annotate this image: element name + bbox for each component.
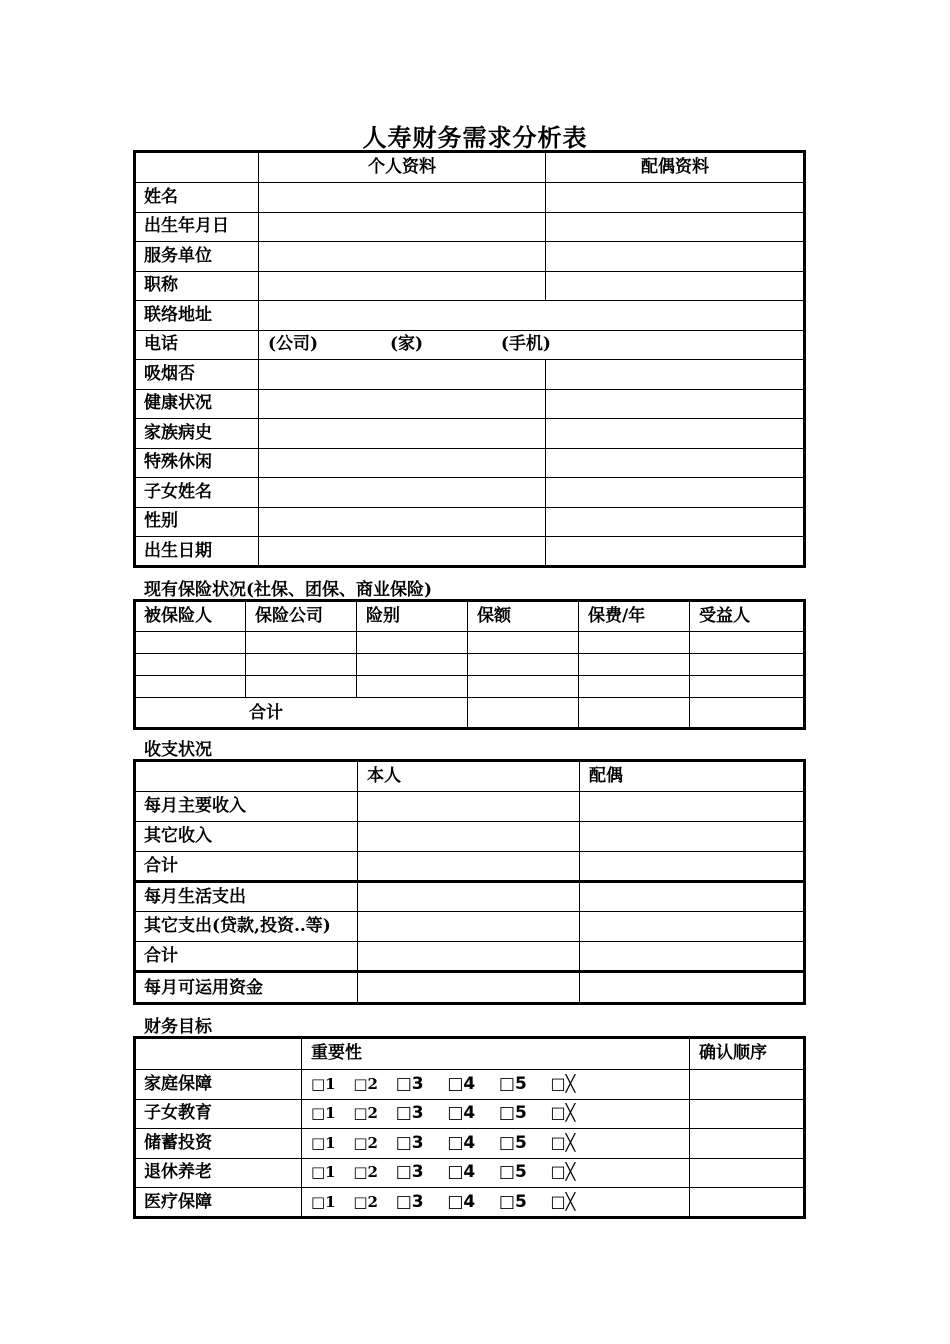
input-cell[interactable] xyxy=(135,676,246,698)
input-cell[interactable] xyxy=(690,1188,805,1218)
input-cell[interactable] xyxy=(358,912,580,942)
input-cell[interactable] xyxy=(580,912,805,942)
personal-info-table xyxy=(134,151,805,567)
input-cell[interactable] xyxy=(546,271,805,301)
goals-section-label: 财务目标 xyxy=(144,1017,212,1037)
option-4[interactable]: □4 xyxy=(447,1073,476,1094)
importance-options[interactable] xyxy=(302,1158,690,1188)
header-personal: 个人资料 xyxy=(259,152,546,183)
row-label: 其它收入 xyxy=(135,822,358,852)
input-cell[interactable] xyxy=(135,654,246,676)
row-label: 电话 xyxy=(135,330,259,360)
insurance-header-premium: 保费/年 xyxy=(579,601,690,632)
row-label: 出生年月日 xyxy=(135,212,259,242)
option-x[interactable]: □╳ xyxy=(550,1132,576,1152)
page-title: 人寿财务需求分析表 xyxy=(362,123,588,152)
input-cell[interactable] xyxy=(246,654,357,676)
input-cell[interactable] xyxy=(580,822,805,852)
goals-table xyxy=(134,1037,805,1218)
option-3[interactable]: □3 xyxy=(395,1162,424,1183)
address-input-cell[interactable] xyxy=(259,301,805,331)
insurance-header-type: 险别 xyxy=(357,601,468,632)
input-cell[interactable] xyxy=(546,389,805,419)
input-cell[interactable] xyxy=(358,882,580,912)
input-cell[interactable] xyxy=(357,676,468,698)
option-x[interactable]: □╳ xyxy=(550,1073,576,1093)
input-cell[interactable] xyxy=(259,419,546,449)
row-label: 家庭保障 xyxy=(135,1070,302,1100)
row-label: 吸烟否 xyxy=(135,360,259,390)
input-cell[interactable] xyxy=(579,632,690,654)
input-cell[interactable] xyxy=(358,792,580,822)
insurance-header-company: 保险公司 xyxy=(246,601,357,632)
row-label: 职称 xyxy=(135,271,259,301)
input-cell[interactable] xyxy=(135,632,246,654)
insurance-header-insured: 被保险人 xyxy=(135,601,246,632)
option-1[interactable]: □1 xyxy=(311,1104,336,1123)
importance-options[interactable] xyxy=(302,1099,690,1129)
header-blank xyxy=(135,761,358,792)
input-cell[interactable] xyxy=(546,419,805,449)
input-cell[interactable] xyxy=(546,537,805,567)
option-4[interactable]: □4 xyxy=(447,1132,476,1153)
option-2[interactable]: □2 xyxy=(353,1074,378,1093)
input-cell[interactable] xyxy=(690,1158,805,1188)
input-cell[interactable] xyxy=(357,654,468,676)
option-1[interactable]: □1 xyxy=(311,1193,336,1211)
input-cell[interactable] xyxy=(690,1099,805,1129)
row-label: 每月生活支出 xyxy=(135,882,358,912)
importance-options[interactable] xyxy=(302,1070,690,1100)
row-label: 每月主要收入 xyxy=(135,792,358,822)
input-cell[interactable] xyxy=(546,242,805,272)
income-section-label: 收支状况 xyxy=(144,740,212,760)
row-label: 服务单位 xyxy=(135,242,259,272)
income-header-self: 本人 xyxy=(358,761,580,792)
row-label: 出生日期 xyxy=(135,537,259,567)
goals-header-importance: 重要性 xyxy=(302,1038,690,1070)
input-cell[interactable] xyxy=(259,389,546,419)
input-cell[interactable] xyxy=(259,183,546,213)
input-cell[interactable] xyxy=(546,360,805,390)
option-2[interactable]: □2 xyxy=(353,1163,378,1182)
input-cell[interactable] xyxy=(246,632,357,654)
input-cell[interactable] xyxy=(468,654,579,676)
input-cell[interactable] xyxy=(468,698,579,729)
input-cell[interactable] xyxy=(690,1070,805,1100)
row-label: 其它支出(贷款,投资..等) xyxy=(135,912,358,942)
row-label: 合计 xyxy=(135,852,358,882)
input-cell[interactable] xyxy=(546,183,805,213)
row-label: 特殊休闲 xyxy=(135,448,259,478)
input-cell[interactable] xyxy=(259,448,546,478)
row-label: 每月可运用资金 xyxy=(135,972,358,1004)
input-cell[interactable] xyxy=(579,698,690,729)
input-cell[interactable] xyxy=(259,242,546,272)
option-x[interactable]: □╳ xyxy=(550,1192,576,1211)
row-label: 子女姓名 xyxy=(135,478,259,508)
option-3[interactable]: □3 xyxy=(395,1192,424,1212)
row-label: 性别 xyxy=(135,507,259,537)
option-3[interactable]: □3 xyxy=(395,1073,424,1094)
option-2[interactable]: □2 xyxy=(353,1104,378,1123)
option-5[interactable]: □5 xyxy=(498,1073,527,1094)
phone-mobile-label: (手机) xyxy=(500,334,551,355)
input-cell[interactable] xyxy=(259,478,546,508)
insurance-header-beneficiary: 受益人 xyxy=(690,601,805,632)
phone-company-label: (公司) xyxy=(268,334,319,355)
income-table xyxy=(134,760,805,1004)
input-cell[interactable] xyxy=(546,478,805,508)
input-cell[interactable] xyxy=(690,698,805,729)
input-cell[interactable] xyxy=(546,507,805,537)
row-label: 联络地址 xyxy=(135,301,259,331)
input-cell[interactable] xyxy=(580,942,805,972)
input-cell[interactable] xyxy=(546,448,805,478)
option-5[interactable]: □5 xyxy=(498,1162,527,1183)
input-cell[interactable] xyxy=(358,942,580,972)
goals-header-order: 确认顺序 xyxy=(690,1038,805,1070)
input-cell[interactable] xyxy=(259,360,546,390)
header-spouse: 配偶资料 xyxy=(546,152,805,183)
header-blank xyxy=(135,1038,302,1070)
row-label: 合计 xyxy=(135,942,358,972)
option-4[interactable]: □4 xyxy=(447,1192,476,1212)
phone-input-cell[interactable] xyxy=(259,330,805,360)
option-3[interactable]: □3 xyxy=(395,1132,424,1153)
input-cell[interactable] xyxy=(690,1129,805,1159)
option-2[interactable]: □2 xyxy=(353,1133,378,1152)
input-cell[interactable] xyxy=(246,676,357,698)
row-label: 医疗保障 xyxy=(135,1188,302,1218)
option-2[interactable]: □2 xyxy=(353,1193,378,1211)
row-label: 家族病史 xyxy=(135,419,259,449)
input-cell[interactable] xyxy=(358,852,580,882)
option-4[interactable]: □4 xyxy=(447,1162,476,1183)
row-label: 储蓄投资 xyxy=(135,1129,302,1159)
insurance-header-amount: 保额 xyxy=(468,601,579,632)
income-header-spouse: 配偶 xyxy=(580,761,805,792)
input-cell[interactable] xyxy=(579,654,690,676)
input-cell[interactable] xyxy=(357,632,468,654)
input-cell[interactable] xyxy=(546,212,805,242)
input-cell[interactable] xyxy=(580,792,805,822)
insurance-table xyxy=(134,600,805,729)
option-5[interactable]: □5 xyxy=(498,1103,527,1124)
option-3[interactable]: □3 xyxy=(395,1103,424,1124)
header-blank xyxy=(135,152,259,183)
row-label: 姓名 xyxy=(135,183,259,213)
input-cell[interactable] xyxy=(468,676,579,698)
input-cell[interactable] xyxy=(468,632,579,654)
input-cell[interactable] xyxy=(690,632,805,654)
input-cell[interactable] xyxy=(580,852,805,882)
input-cell[interactable] xyxy=(259,537,546,567)
option-1[interactable]: □1 xyxy=(311,1133,336,1152)
option-1[interactable]: □1 xyxy=(311,1074,336,1093)
importance-options[interactable] xyxy=(302,1188,690,1218)
row-label: 退休养老 xyxy=(135,1158,302,1188)
option-5[interactable]: □5 xyxy=(498,1132,527,1153)
option-x[interactable]: □╳ xyxy=(550,1162,576,1182)
importance-options[interactable] xyxy=(302,1129,690,1159)
option-x[interactable]: □╳ xyxy=(550,1103,576,1123)
input-cell[interactable] xyxy=(259,507,546,537)
row-label: 健康状况 xyxy=(135,389,259,419)
input-cell[interactable] xyxy=(358,822,580,852)
input-cell[interactable] xyxy=(358,972,580,1004)
row-label: 子女教育 xyxy=(135,1099,302,1129)
input-cell[interactable] xyxy=(580,882,805,912)
input-cell[interactable] xyxy=(259,212,546,242)
input-cell[interactable] xyxy=(690,676,805,698)
option-4[interactable]: □4 xyxy=(447,1103,476,1124)
insurance-total-label: 合计 xyxy=(135,698,468,729)
input-cell[interactable] xyxy=(580,972,805,1004)
option-1[interactable]: □1 xyxy=(311,1163,336,1182)
input-cell[interactable] xyxy=(690,654,805,676)
option-5[interactable]: □5 xyxy=(498,1192,527,1212)
input-cell[interactable] xyxy=(259,271,546,301)
input-cell[interactable] xyxy=(579,676,690,698)
phone-home-label: (家) xyxy=(389,334,424,355)
insurance-section-label: 现有保险状况(社保、团保、商业保险) xyxy=(144,580,433,600)
